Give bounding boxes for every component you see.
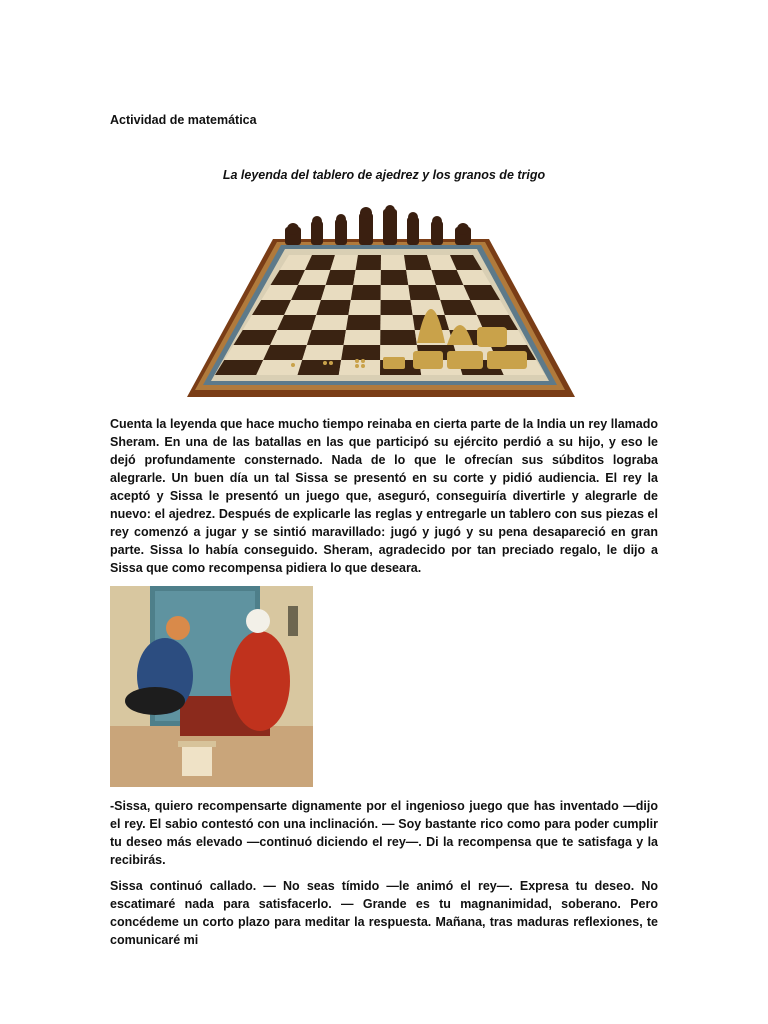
board-square xyxy=(298,360,342,375)
legend-title: La leyenda del tablero de ajedrez y los granos de trigo xyxy=(222,168,546,182)
story-paragraph-1: Cuenta la leyenda que hace mucho tiempo reinaba en cierta parte de la India un rey llamado Sheram. En una de las batallas en las que participó su ejército perdió a su hijo, y eso le dejó profundamente consternado. Nada de lo que le ofrecían sus súbditos lograba alegrarle. Un buen día un tal Sissa se presentó en su corte y pidió audiencia. El rey la aceptó y Sissa le presentó un juego que, aseguró, conseguiría divertirle y alegrarle de nuevo: el ajedrez. Después de explicarle las reglas y entregarle un tablero con sus piezas el rey comenzó a jugar y se sintió maravillado: jugó y jugó y su pena desapareció en gran parte. Sissa lo había conseguido. Sheram, agradecido por tan preciado regalo, le dijo a Sissa que como recompensa pidiera lo que deseara. xyxy=(110,417,658,575)
board-square xyxy=(381,300,413,315)
activity-heading: Actividad de matemática xyxy=(110,113,257,127)
board-square xyxy=(270,330,311,345)
board-square xyxy=(381,255,406,270)
board-square xyxy=(351,285,381,300)
board-square xyxy=(256,360,302,375)
board-square xyxy=(341,345,380,360)
board-square xyxy=(404,255,431,270)
board-square xyxy=(356,255,381,270)
board-square xyxy=(330,255,358,270)
board-square xyxy=(307,330,346,345)
board-square xyxy=(326,270,356,285)
board-square xyxy=(302,345,343,360)
chessboard-illustration xyxy=(185,205,577,400)
board-square xyxy=(381,285,411,300)
board-square xyxy=(316,300,351,315)
board-square xyxy=(353,270,381,285)
board-square xyxy=(344,330,381,345)
board-square xyxy=(346,315,381,330)
board-square xyxy=(263,345,307,360)
board-square xyxy=(348,300,380,315)
board-square xyxy=(380,315,414,330)
board-square xyxy=(408,285,440,300)
board-square xyxy=(339,360,380,375)
story-paragraph-3: Sissa continuó callado. — No seas tímido —le animó el rey—. Expresa tu deseo. No escatimaré nada para satisfacerlo. — Grande es tu magnanimidad, soberano. Pero concédeme un corto plazo para meditar la respuesta. Mañana, tras maduras reflexiones, te comunicaré mi xyxy=(110,879,658,947)
board-square xyxy=(381,270,409,285)
board-square xyxy=(321,285,353,300)
board-square xyxy=(406,270,436,285)
board-square xyxy=(312,315,349,330)
story-paragraph-2: -Sissa, quiero recompensarte dignamente por el ingenioso juego que has inventado —dijo el rey. El sabio contestó con una inclinación. — Soy bastante rico como para poder cumplir tu deseo más elevado —continuó diciendo el rey—. Di la recompensa que te satisfaga y la recibirás. xyxy=(110,799,658,867)
players-painting xyxy=(110,586,313,787)
board-square xyxy=(380,330,417,345)
